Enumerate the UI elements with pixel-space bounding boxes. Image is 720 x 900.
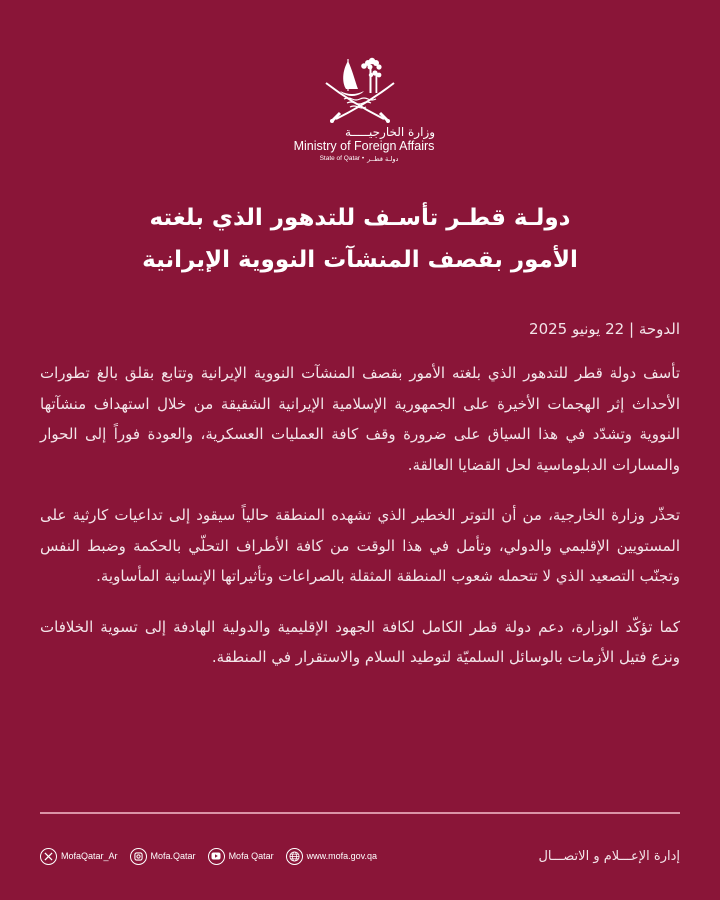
social-links xyxy=(40,848,377,865)
social-link-x[interactable] xyxy=(40,848,118,865)
statement-title xyxy=(0,197,720,281)
globe-icon xyxy=(286,848,303,865)
social-label: Mofa Qatar xyxy=(228,851,274,861)
logo-sub-arabic: دولـة قطــر xyxy=(367,155,399,163)
footer-divider xyxy=(40,812,680,814)
department-name: إدارة الإعـــلام و الاتصـــال xyxy=(538,848,680,864)
paragraph: كما تؤكّد الوزارة، دعم دولة قطر الكامل لكافة الجهود الإقليمية والدولية الهادفة إلى تسوية الخلافات ونزع فتيل الأزمات بالوسائل السلميّة لتوطيد السلام والاستقرار في المنطقة. xyxy=(40,617,680,666)
social-label: www.mofa.gov.qa xyxy=(306,851,377,861)
logo-english-text: Ministry of Foreign Affairs xyxy=(293,139,435,153)
logo-arabic-text: وزارة الخارجيـــــة xyxy=(344,125,436,139)
ministry-logo xyxy=(0,55,720,164)
instagram-icon xyxy=(130,848,147,865)
logo-sub-english: State of Qatar • xyxy=(319,155,365,162)
statement-body xyxy=(40,358,680,693)
social-link-instagram[interactable] xyxy=(130,848,196,865)
dateline: الدوحة | 22 يونيو 2025 xyxy=(529,320,680,338)
qatar-emblem-icon xyxy=(322,55,398,125)
title-line-1: دولـة قطـر تأسـف للتدهور الذي بلغته xyxy=(149,205,571,231)
x-icon xyxy=(40,848,57,865)
logo-subtitle xyxy=(320,154,399,164)
paragraph: تحذّر وزارة الخارجية، من أن التوتر الخطير الذي تشهده المنطقة حالياً سيقود إلى تداعيات كارثية على المستويين الإقليمي والدولي، وتأمل في هذا الوقت من كافة الأطراف التحلّي بالحكمة وضبط النفس وتجنّب التصعيد الذي لا تتحمله شعوب المنطقة المثقلة بالصراعات وتأثيراتها الإنسانية المأساوية. xyxy=(40,506,680,585)
social-label: MofaQatar_Ar xyxy=(61,851,118,861)
footer xyxy=(40,844,680,868)
title-line-2: الأمور بقصف المنشآت النووية الإيرانية xyxy=(142,247,578,273)
social-link-youtube[interactable] xyxy=(208,848,274,865)
social-label: Mofa.Qatar xyxy=(150,851,196,861)
social-link-website[interactable] xyxy=(286,848,377,865)
youtube-icon xyxy=(208,848,225,865)
paragraph: تأسف دولة قطر للتدهور الذي بلغته الأمور بقصف المنشآت النووية الإيرانية وتتابع بقلق بالغ تطورات الأحداث إثر الهجمات الأخيرة على الجمهورية الإسلامية الإيرانية الشقيقة من خلال استهداف منشآتها النووية وتشدّد في هذا السياق على ضرورة وقف كافة العمليات العسكرية، والعودة فوراً إلى الحوار والمسارات الدبلوماسية لحل القضايا العالقة. xyxy=(40,364,680,474)
